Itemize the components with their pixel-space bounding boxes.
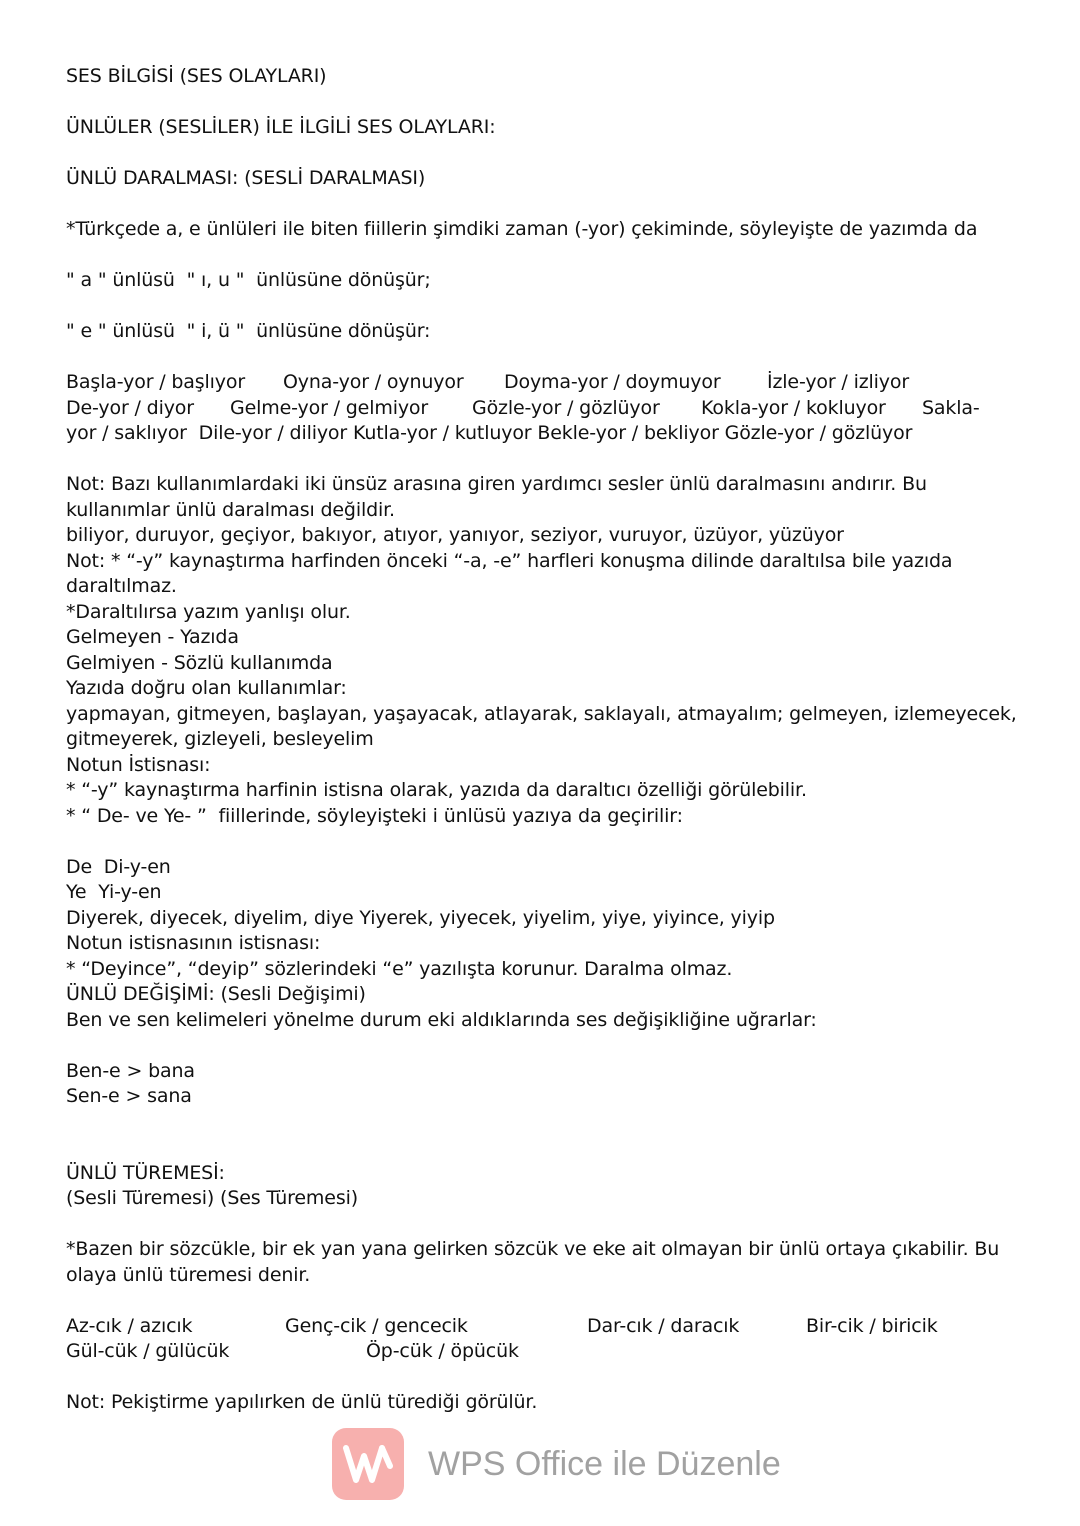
example-item: Az-cık / azıcık <box>66 1314 193 1337</box>
watermark-text: WPS Office ile Düzenle <box>428 1445 781 1483</box>
daralma-intro: *Türkçede a, e ünlüleri ile biten fiillerin şimdiki zaman (-yor) çekiminde, söyleyişte de yazımda da <box>66 218 978 240</box>
exception-2: * “ De- ve Ye- ” fiillerinde, söyleyişteki i ünlüsü yazıya da geçirilir: <box>66 804 683 827</box>
note-2-warning: *Daraltılırsa yazım yanlışı olur. <box>66 600 351 623</box>
degisim-intro: Ben ve sen kelimeleri yönelme durum eki aldıklarında ses değişikliğine uğrarlar: <box>66 1008 817 1031</box>
examples-row-1 <box>66 370 1026 396</box>
document-title: SES BİLGİSİ (SES OLAYLARI) <box>66 65 327 87</box>
ye-line: Ye Yi-y-en <box>66 881 162 903</box>
bene-line: Ben-e > bana <box>66 1059 195 1082</box>
final-note: Not: Pekiştirme yapılırken de ünlü türediği görülür. <box>66 1391 538 1413</box>
tureme-heading: ÜNLÜ TÜREMESİ: <box>66 1161 225 1184</box>
example-item: Gelme-yor / gelmiyor <box>230 396 429 419</box>
de-line: De Di-y-en <box>66 855 171 878</box>
degisim-heading: ÜNLÜ DEĞİŞİMİ: (Sesli Değişimi) <box>66 983 366 1005</box>
example-item: Dar-cık / daracık <box>587 1314 740 1337</box>
correct-examples: yapmayan, gitmeyen, başlayan, yaşayacak, atlayarak, saklayalı, atmayalım; gelmeyen, izlemeyecek, gitmeyerek, gizleyeli, besleyelim <box>66 702 1017 750</box>
note-2: Not: * “-y” kaynaştırma harfinden önceki “-a, -e” harfleri konuşma dilinde daraltılsa bile yazıda daraltılmaz. <box>66 549 953 597</box>
example-item: Oyna-yor / oynuyor <box>283 371 464 393</box>
example-item: Başla-yor / başlıyor <box>66 371 246 393</box>
exception-heading: Notun İstisnası: <box>66 753 211 776</box>
example-item: Öp-cük / öpücük <box>366 1340 519 1362</box>
exception-1: * “-y” kaynaştırma harfinin istisna olarak, yazıda da daraltıcı özelliği görülebilir. <box>66 779 807 801</box>
document-body <box>66 64 1026 1416</box>
example-item: Genç-cik / gencecik <box>285 1314 468 1337</box>
note-1-examples: biliyor, duruyor, geçiyor, bakıyor, atıyor, yanıyor, seziyor, vuruyor, üzüyor, yüzüyor <box>66 524 844 546</box>
wps-logo-icon <box>332 1428 404 1500</box>
example-item: Bir-cik / biricik <box>806 1314 938 1337</box>
de-ye-examples: Diyerek, diyecek, diyelim, diye Yiyerek, yiyecek, yiyelim, yiye, yiyince, yiyip <box>66 906 775 929</box>
note-1: Not: Bazı kullanımlardaki iki ünsüz arasına giren yardımcı sesler ünlü daralmasını andırır. Bu kullanımlar ünlü daralması değildir. <box>66 473 927 521</box>
example-item: De-yor / diyor <box>66 396 194 419</box>
tureme-examples-row-2 <box>66 1339 1026 1365</box>
section-heading: ÜNLÜLER (SESLİLER) İLE İLGİLİ SES OLAYLARI: <box>66 116 496 138</box>
rule-a: " a " ünlüsü " ı, u " ünlüsüne dönüşür; <box>66 269 431 291</box>
example-item: Doyma-yor / doymuyor <box>504 371 721 393</box>
daralma-heading: ÜNLÜ DARALMASI: (SESLİ DARALMASI) <box>66 167 426 189</box>
tureme-subheading: (Sesli Türemesi) (Ses Türemesi) <box>66 1187 358 1209</box>
example-item: Gül-cük / gülücük <box>66 1340 230 1362</box>
example-item: Sakla- <box>922 396 980 419</box>
example-item: İzle-yor / izliyor <box>767 371 910 393</box>
sene-line: Sen-e > sana <box>66 1085 192 1107</box>
examples-row-3: yor / saklıyor Dile-yor / diliyor Kutla-yor / kutluyor Bekle-yor / bekliyor Gözle-yor / gözlüyor <box>66 422 913 444</box>
correct-heading: Yazıda doğru olan kullanımlar: <box>66 677 347 699</box>
example-item: Gözle-yor / gözlüyor <box>472 396 660 419</box>
tureme-intro: *Bazen bir sözcükle, bir ek yan yana gelirken sözcük ve eke ait olmayan bir ünlü ortaya çıkabilir. Bu olaya ünlü türemesi denir. <box>66 1238 1000 1286</box>
rule-e: " e " ünlüsü " i, ü " ünlüsüne dönüşür: <box>66 320 431 342</box>
example-item: Kokla-yor / kokluyor <box>701 396 886 419</box>
gelmeyen-line: Gelmeyen - Yazıda <box>66 626 239 648</box>
examples-row-2 <box>66 396 1026 422</box>
deyince-note: * “Deyince”, “deyip” sözlerindeki “e” yazılışta korunur. Daralma olmaz. <box>66 957 733 980</box>
wps-watermark[interactable] <box>332 1428 792 1500</box>
tureme-examples-row-1 <box>66 1314 1026 1340</box>
gelmiyen-line: Gelmiyen - Sözlü kullanımda <box>66 651 333 674</box>
exception-of-exception: Notun istisnasının istisnası: <box>66 932 321 954</box>
